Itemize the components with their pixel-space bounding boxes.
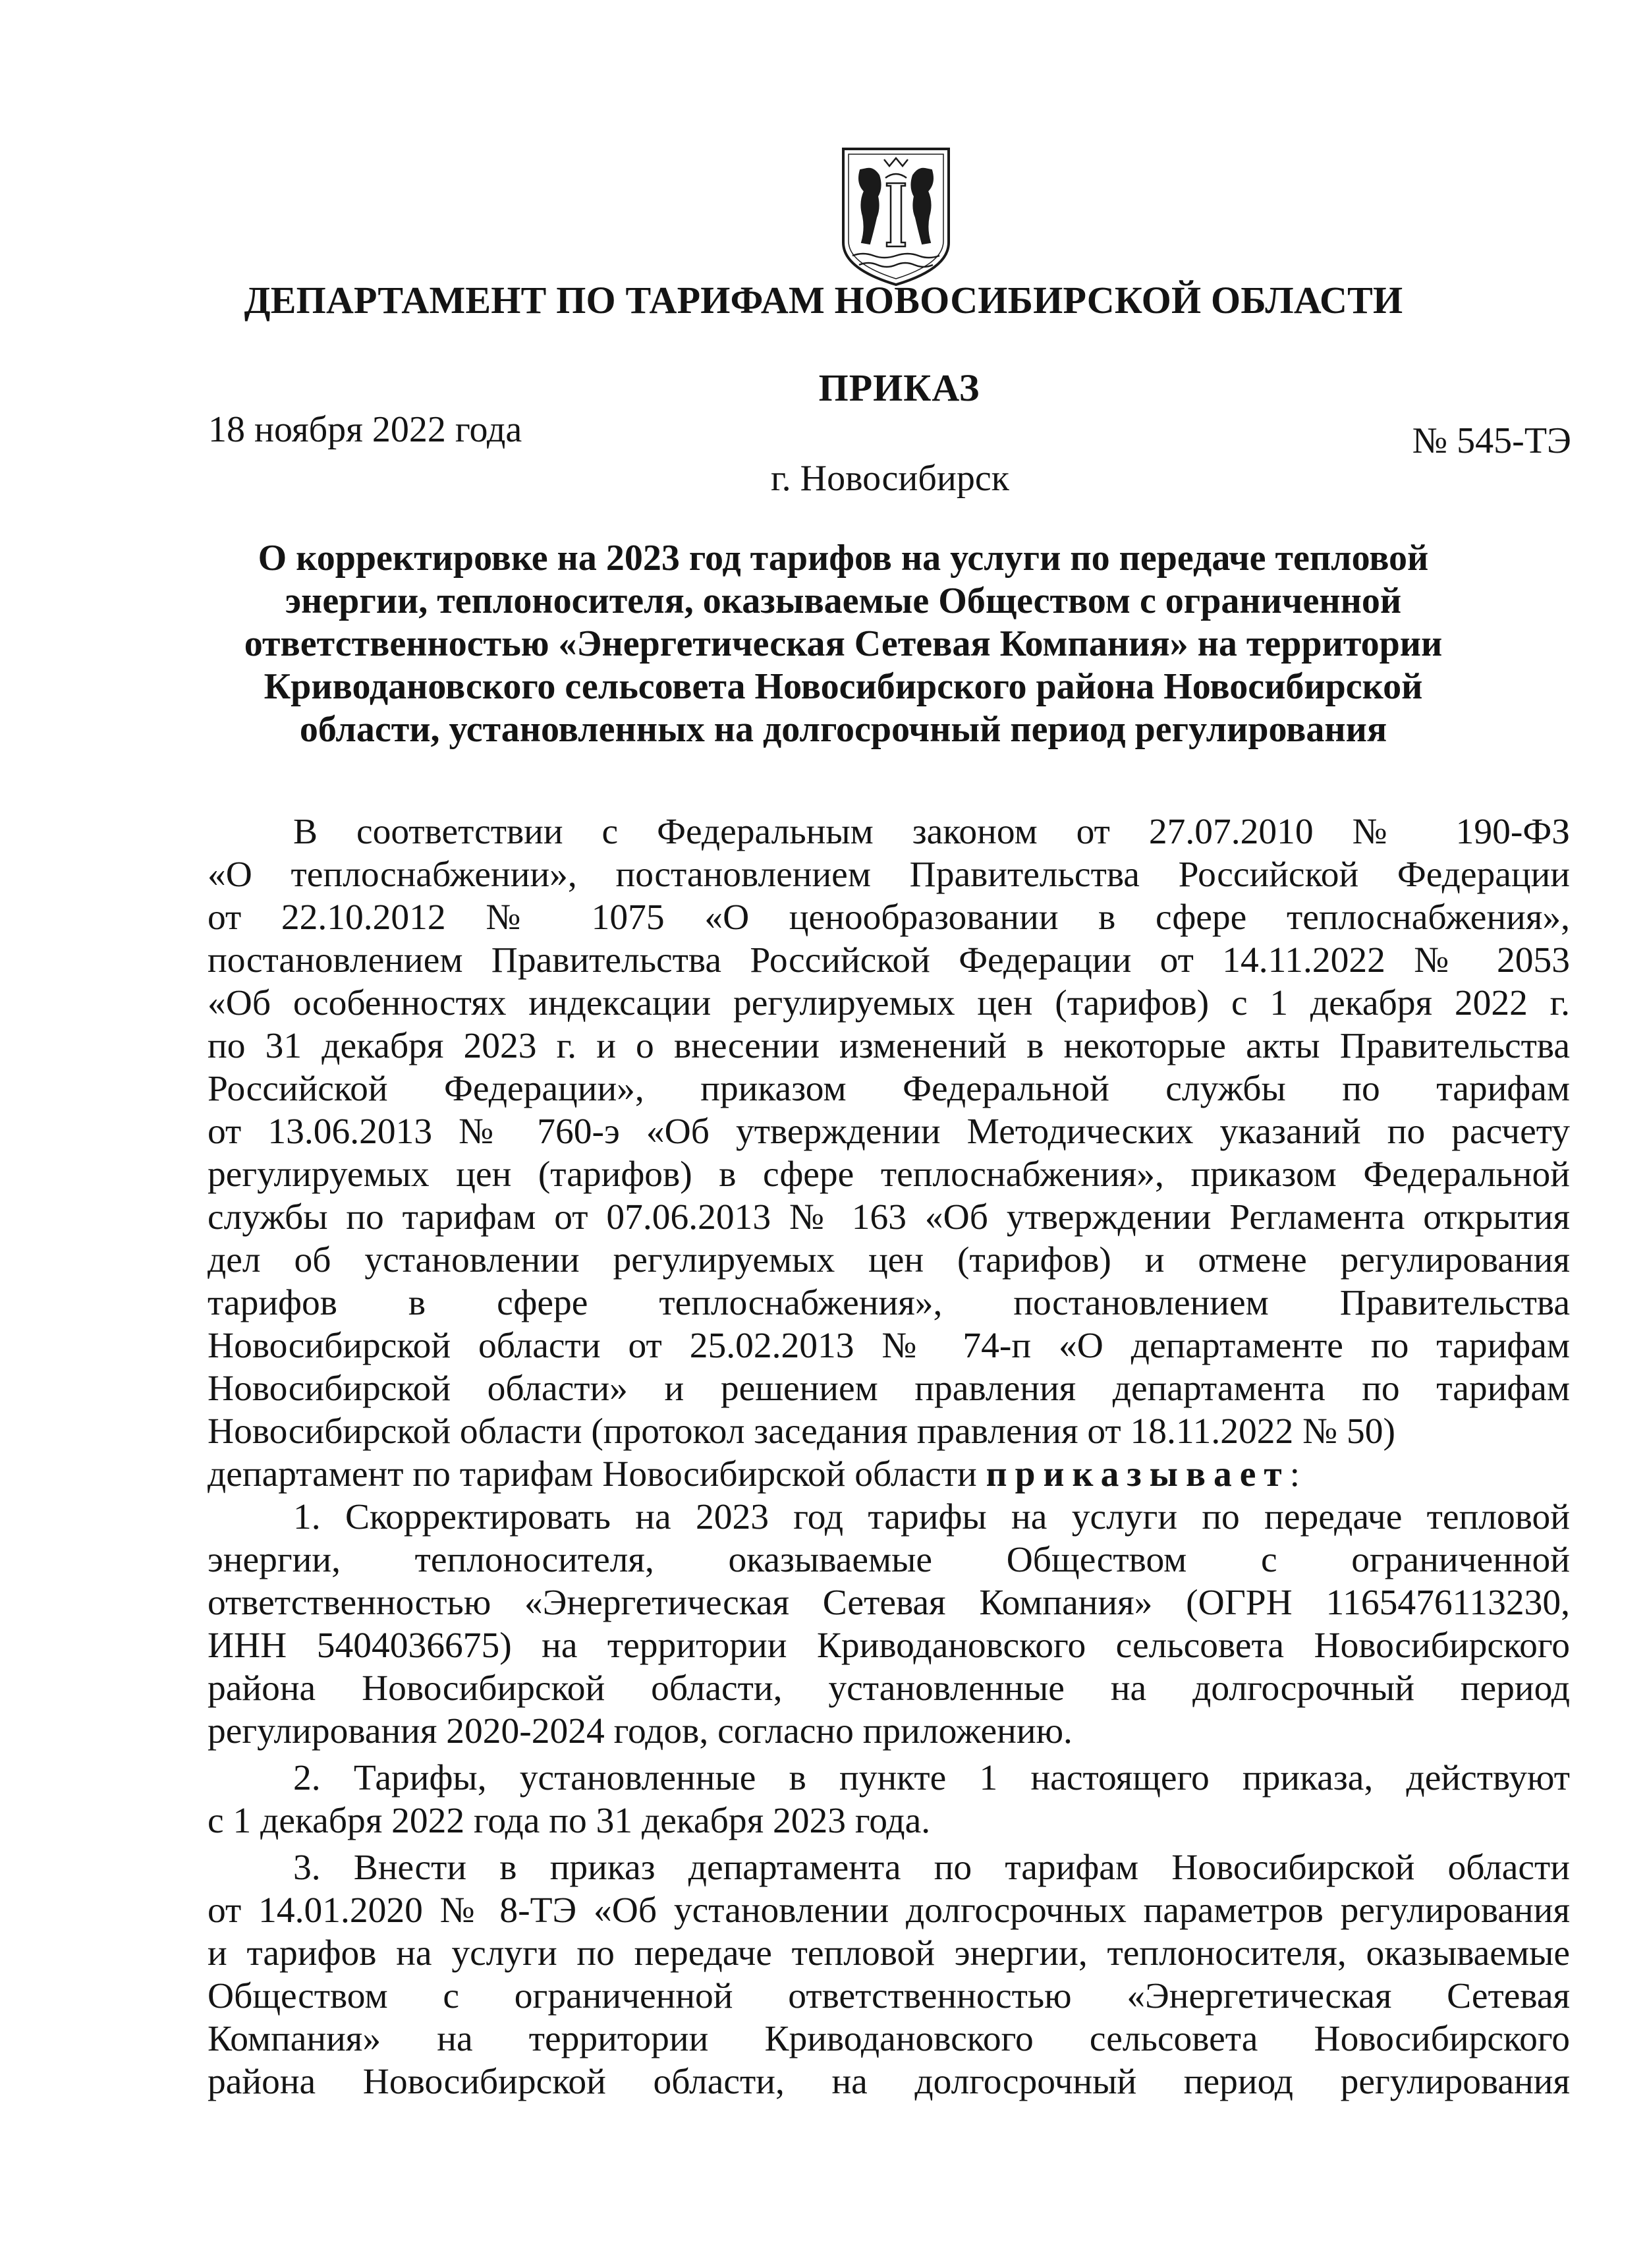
item-3-line: Компания» на территории Криводановского сельсовета Новосибирского: [208, 2019, 1570, 2059]
item-1-line: района Новосибирской области, установленные на долгосрочный период: [208, 1668, 1570, 1709]
item-1-line: энергии, теплоносителя, оказываемые Обществом с ограниченной: [208, 1540, 1570, 1580]
heading-line: энергии, теплоносителя, оказываемые Обществом с ограниченной: [285, 581, 1402, 621]
order-number: № 545-ТЭ: [1412, 420, 1571, 461]
orders-word: приказывает: [986, 1454, 1290, 1494]
item-3-line: и тарифов на услуги по передаче тепловой энергии, теплоносителя, оказываемые: [208, 1933, 1570, 1973]
item-3-line: Обществом с ограниченной ответственностью «Энергетическая Сетевая: [208, 1976, 1570, 2016]
document-heading: [217, 537, 1469, 751]
item-2-line: 2. Тарифы, установленные в пункте 1 настоящего приказа, действуют: [293, 1758, 1570, 1798]
preamble-line: тарифов в сфере теплоснабжения», постановлением Правительства: [208, 1283, 1570, 1323]
item-1-line: ИНН 5404036675) на территории Криводановского сельсовета Новосибирского: [208, 1626, 1570, 1666]
order-date: 18 ноября 2022 года: [208, 409, 522, 450]
item-3-line: 3. Внести в приказ департамента по тарифам Новосибирской области: [293, 1848, 1570, 1888]
preamble-line: Новосибирской области от 25.02.2013 № 74-п «О департаменте по тарифам: [208, 1326, 1570, 1366]
preamble-line: В соответствии с Федеральным законом от 27.07.2010 № 190-ФЗ: [293, 812, 1570, 852]
preamble-line: от 22.10.2012 № 1075 «О ценообразовании в сфере теплоснабжения»,: [208, 897, 1570, 938]
preamble-line: по 31 декабря 2023 г. и о внесении изменений в некоторые акты Правительства: [208, 1026, 1570, 1066]
heading-line: области, установленных на долгосрочный период регулирования: [299, 709, 1387, 750]
preamble-line: постановлением Правительства Российской Федерации от 14.11.2022 № 2053: [208, 940, 1570, 980]
preamble-line: Новосибирской области» и решением правления департамента по тарифам: [208, 1369, 1570, 1409]
closing-punct: :: [1289, 1454, 1300, 1494]
item-3-line: от 14.01.2020 № 8-ТЭ «Об установлении долгосрочных параметров регулирования: [208, 1890, 1570, 1931]
preamble-line: от 13.06.2013 № 760-э «Об утверждении Методических указаний по расчету: [208, 1112, 1570, 1152]
department-title: ДЕПАРТАМЕНТ ПО ТАРИФАМ НОВОСИБИРСКОЙ ОБЛАСТИ: [244, 279, 1403, 322]
item-2-line: с 1 декабря 2022 года по 31 декабря 2023 года.: [208, 1801, 931, 1841]
item-1-line: ответственностью «Энергетическая Сетевая Компания» (ОГРН 1165476113230,: [208, 1583, 1570, 1623]
item-1-line: 1. Скорректировать на 2023 год тарифы на услуги по передаче тепловой: [293, 1497, 1570, 1537]
heading-line: ответственностью «Энергетическая Сетевая Компания» на территории: [244, 623, 1443, 664]
document-body: [208, 810, 1570, 2103]
preamble-line: Российской Федерации», приказом Федеральной службы по тарифам: [208, 1069, 1570, 1109]
order-type-title: ПРИКАЗ: [818, 366, 980, 409]
preamble-line: регулируемых цен (тарифов) в сфере теплоснабжения», приказом Федеральной: [208, 1154, 1570, 1195]
order-city: г. Новосибирск: [771, 458, 1009, 499]
coat-of-arms-icon: [837, 144, 955, 290]
preamble-closing-line: [208, 1453, 1570, 1496]
preamble-line: дел об установлении регулируемых цен (тарифов) и отмене регулирования: [208, 1240, 1570, 1280]
preamble-line: Новосибирской области (протокол заседания правления от 18.11.2022 № 50): [208, 1411, 1395, 1452]
preamble-line: «О теплоснабжении», постановлением Правительства Российской Федерации: [208, 855, 1570, 895]
item-1-line: регулирования 2020-2024 годов, согласно приложению.: [208, 1711, 1073, 1751]
closing-text: департамент по тарифам Новосибирской области: [208, 1454, 977, 1494]
preamble-line: службы по тарифам от 07.06.2013 № 163 «Об утверждении Регламента открытия: [208, 1197, 1570, 1237]
preamble-line: «Об особенностях индексации регулируемых цен (тарифов) с 1 декабря 2022 г.: [208, 983, 1570, 1023]
item-3-line: района Новосибирской области, на долгосрочный период регулирования: [208, 2062, 1570, 2102]
heading-line: О корректировке на 2023 год тарифов на услуги по передаче тепловой: [258, 538, 1429, 579]
heading-line: Криводановского сельсовета Новосибирского района Новосибирской: [264, 666, 1423, 707]
